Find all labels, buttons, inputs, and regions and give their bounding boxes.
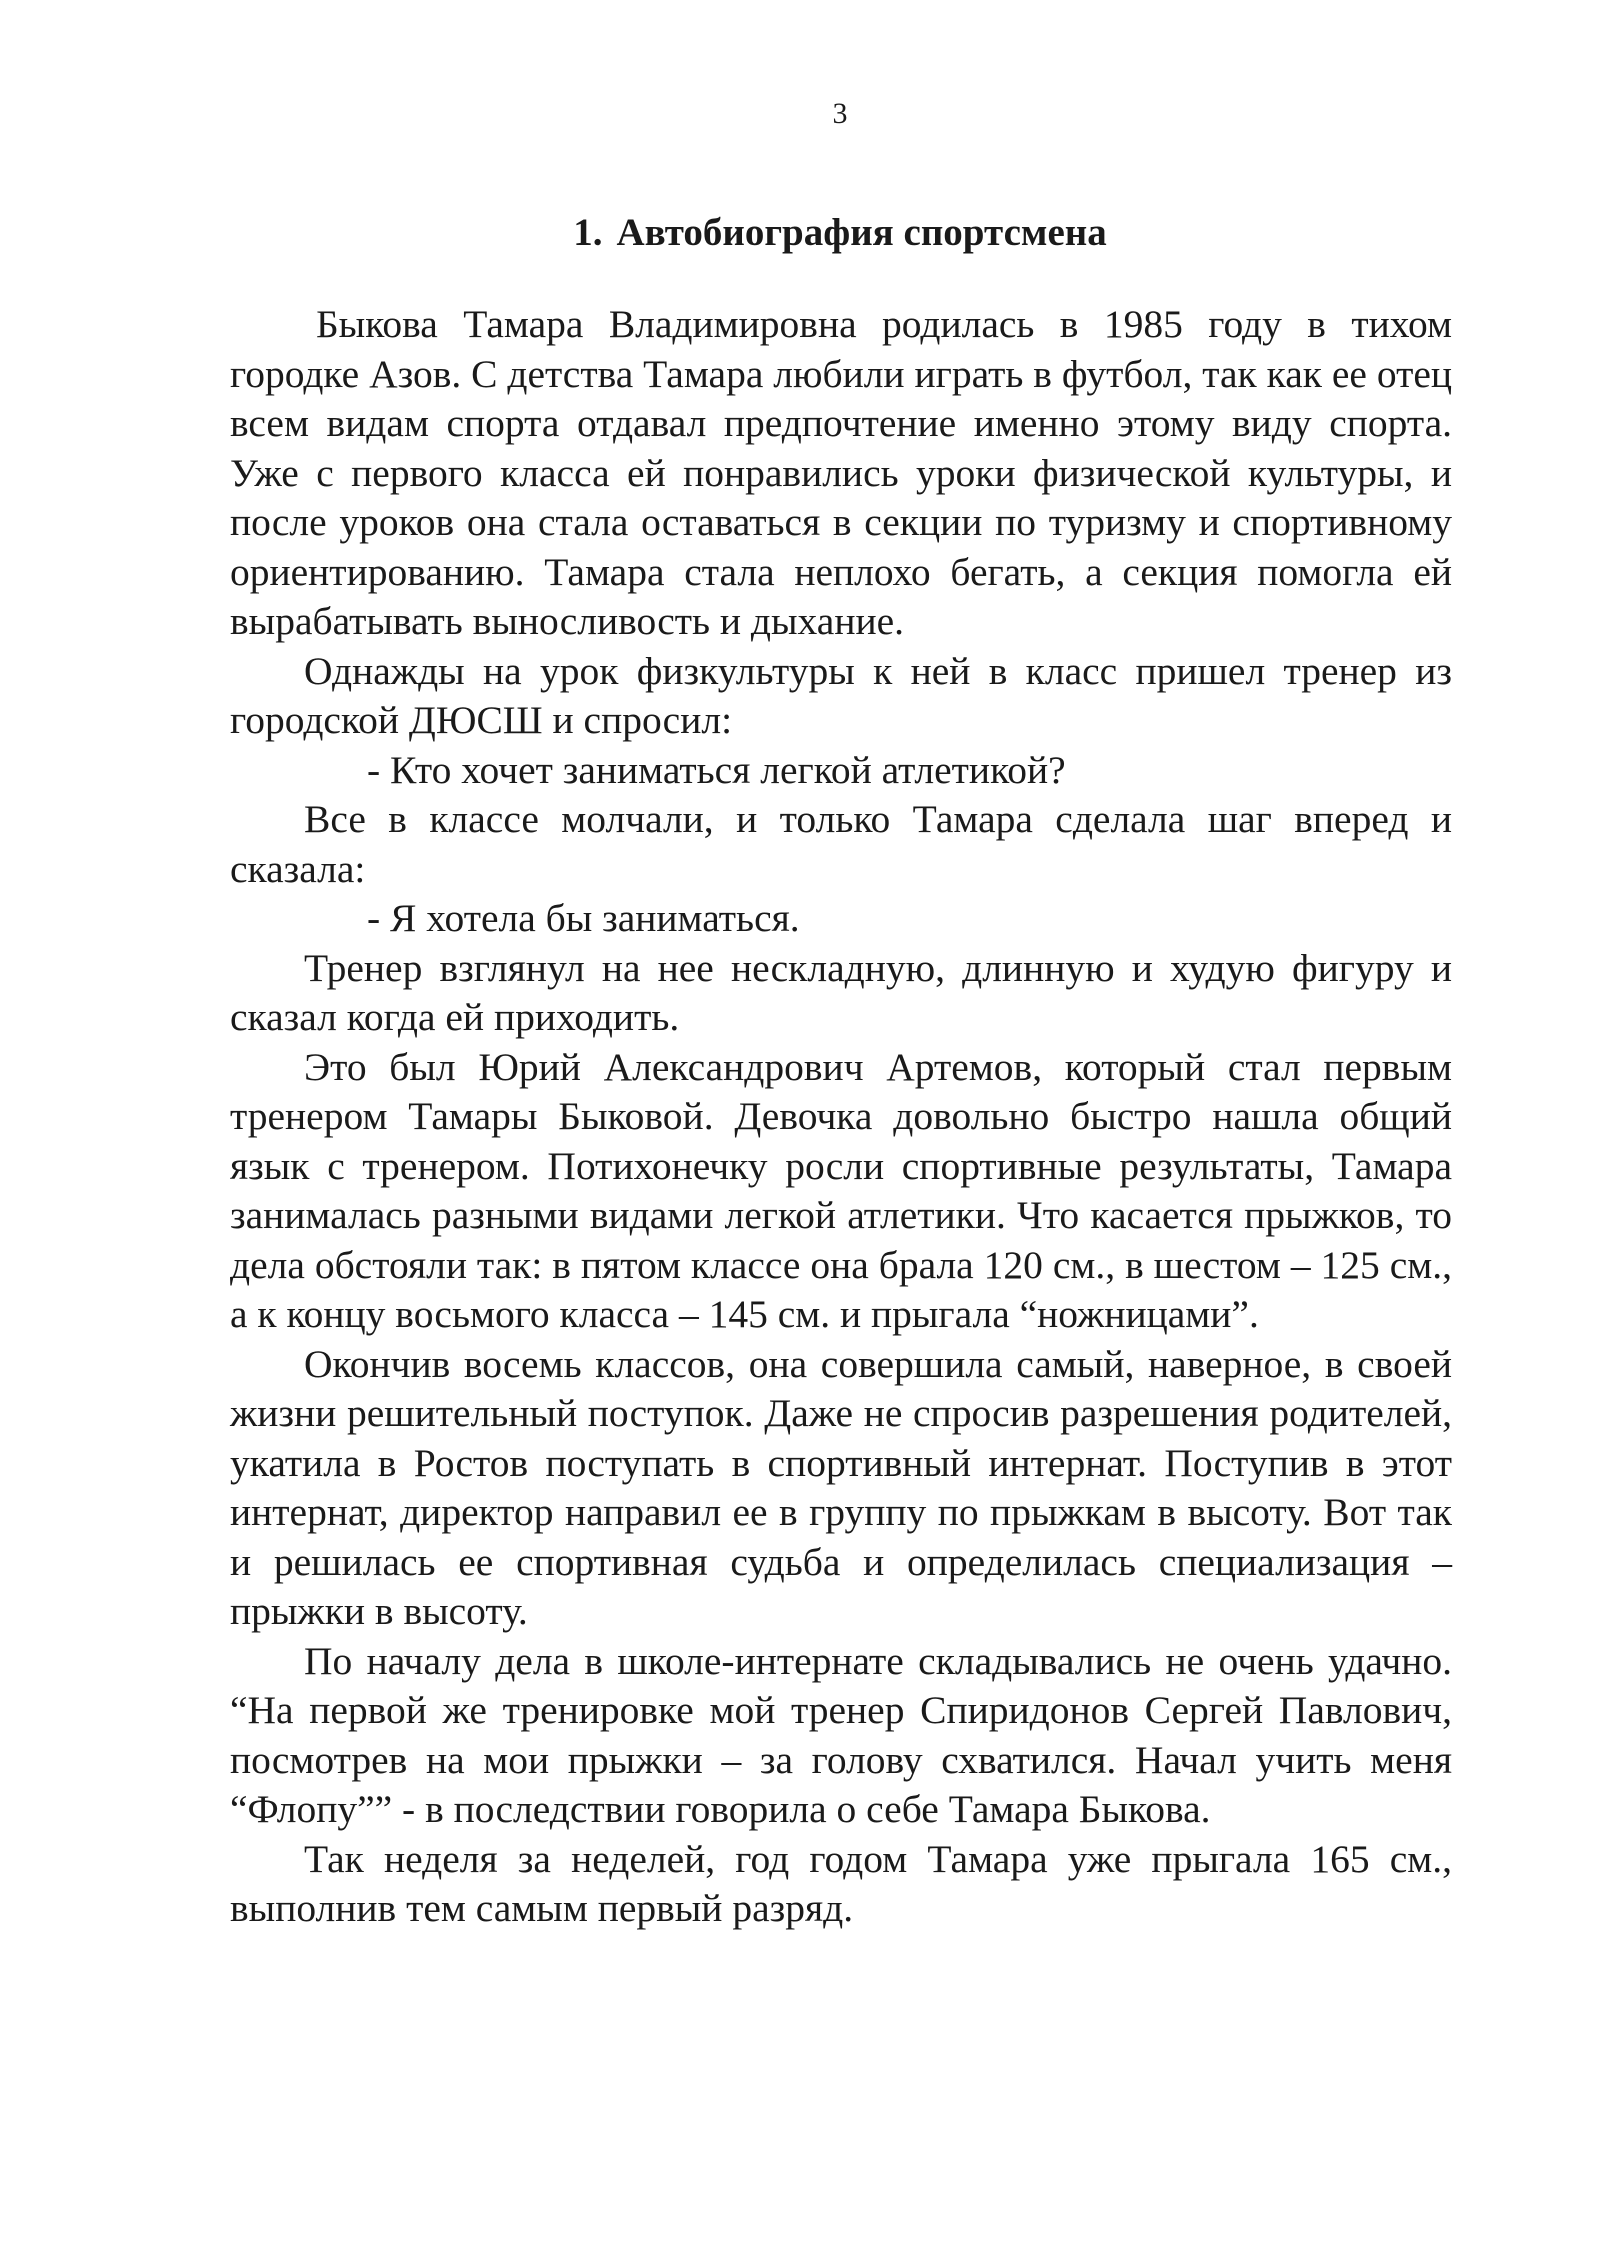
paragraph-class-silence: Все в классе молчали, и только Тамара сделала шаг вперед и сказала:	[230, 797, 1452, 891]
paragraph-flop-training: По началу дела в школе-интернате складывались не очень удачно. “На первой же тренировке мой тренер Спиридонов Сергей Павлович, посмотрев на мои прыжки – за голову схватился. Начал учить меня “Флопу”” - в последствии говорила о себе Тамара Быкова.	[230, 1638, 1452, 1831]
section-title: Автобиография спортсмена	[616, 211, 1107, 254]
body-text	[230, 300, 1452, 1934]
paragraph-coach-visit: Однажды на урок физкультуры к ней в класс пришел тренер из городской ДЮСШ и спросил:	[230, 648, 1452, 742]
paragraph-first-coach: Это был Юрий Александрович Артемов, который стал первым тренером Тамары Быковой. Девочка довольно быстро нашла общий язык с тренером. Потихонечку росли спортивные результаты, Тамара занималась разными видами легкой атлетики. Что касается прыжков, то дела обстояли так: в пятом классе она брала 120 см., в шестом – 125 см., а к концу восьмого класса – 145 см. и прыгала “ножницами”.	[230, 1044, 1452, 1336]
dialog-line-question: - Кто хочет заниматься легкой атлетикой?	[367, 747, 1066, 792]
paragraph-coach-look: Тренер взглянул на нее нескладную, длинную и худую фигуру и сказал когда ей приходить.	[230, 945, 1452, 1039]
section-heading	[0, 208, 1600, 258]
paragraph-first-rank: Так неделя за неделей, год годом Тамара уже прыгала 165 см., выполнив тем самым первый разряд.	[230, 1836, 1452, 1930]
page-number: 3	[832, 97, 848, 130]
paragraph-boarding-school: Окончив восемь классов, она совершила самый, наверное, в своей жизни решительный поступок. Даже не спросив разрешения родителей, укатила в Ростов поступать в спортивный интернат. Поступив в этот интернат, директор направил ее в группу по прыжкам в высоту. Вот так и решилась ее спортивная судьба и определилась специализация – прыжки в высоту.	[230, 1341, 1452, 1633]
section-number: 1.	[573, 211, 603, 254]
paragraph-intro: Быкова Тамара Владимировна родилась в 1985 году в тихом городке Азов. С детства Тамара любили играть в футбол, так как ее отец всем видам спорта отдавал предпочтение именно этому виду спорта. Уже с первого класса ей понравились уроки физической культуры, и после уроков она стала оставаться в секции по туризму и спортивному ориентированию. Тамара стала неплохо бегать, а секция помогла ей вырабатывать выносливость и дыхание.	[230, 302, 1452, 643]
dialog-line-answer: - Я хотела бы заниматься.	[367, 896, 800, 940]
